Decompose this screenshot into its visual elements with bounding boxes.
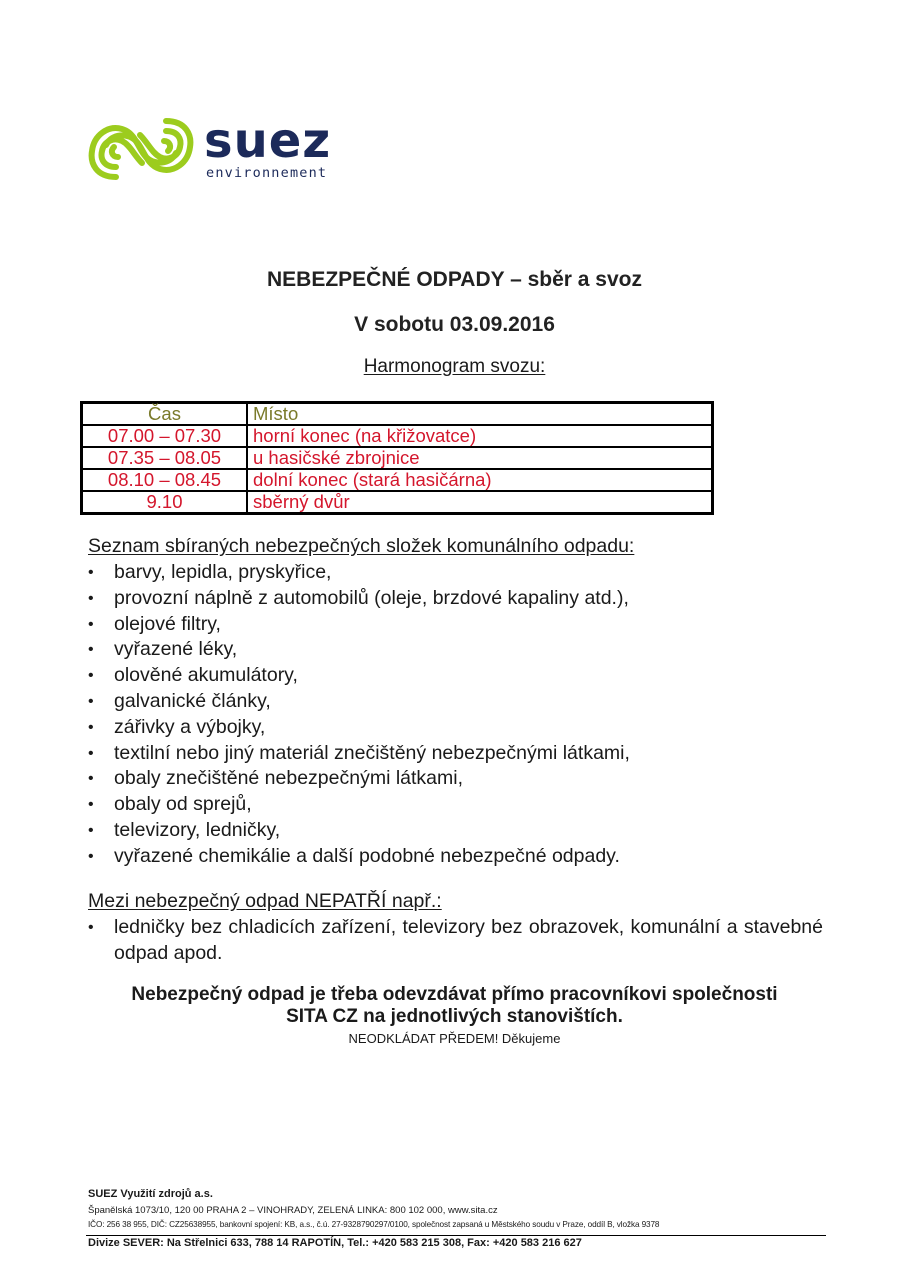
notice-line-2: SITA CZ na jednotlivých stanovištích. (286, 1006, 623, 1027)
column-header-place: Místo (247, 403, 713, 426)
cell-place: u hasičské zbrojnice (247, 447, 713, 469)
notice-text (0, 984, 909, 1028)
schedule-heading: Harmonogram svozu: (363, 356, 546, 377)
list-item: • obaly znečištěné nebezpečnými látkami, (88, 766, 630, 792)
excluded-list-heading: Mezi nebezpečný odpad NEPATŘÍ např.: (88, 890, 442, 912)
footer-company-name: SUEZ Využití zdrojů a.s. (88, 1188, 213, 1200)
table-header-row (82, 403, 713, 426)
table-row (82, 425, 713, 447)
list-item: • televizory, ledničky, (88, 818, 630, 844)
footer-address: Španělská 1073/10, 120 00 PRAHA 2 – VINOHRADY, ZELENÁ LINKA: 800 102 000, www.sita.cz (88, 1205, 498, 1216)
list-item: • barvy, lepidla, pryskyřice, (88, 560, 630, 586)
event-date: V sobotu 03.09.2016 (354, 313, 555, 336)
footer-divider (86, 1235, 826, 1236)
footer-registration-ids: IČO: 256 38 955, DIČ: CZ25638955, bankovní spojení: KB, a.s., č.ú. 27-9328790297/0100, společnost zapsaná u Městského soudu v Praze, oddíl B, vložka 9378 (88, 1220, 660, 1229)
collected-waste-list (88, 560, 630, 870)
swirl-logo-icon (86, 115, 196, 185)
cell-time: 9.10 (82, 491, 248, 514)
list-item: • olejové filtry, (88, 612, 630, 638)
list-item: • textilní nebo jiný materiál znečištěný nebezpečnými látkami, (88, 741, 630, 767)
notice-small-text: NEODKLÁDAT PŘEDEM! Děkujeme (348, 1031, 561, 1046)
list-item: • zářivky a výbojky, (88, 715, 630, 741)
collected-list-heading: Seznam sbíraných nebezpečných složek komunálního odpadu: (88, 535, 635, 557)
notice-line-1: Nebezpečný odpad je třeba odevzdávat přímo pracovníkovi společnosti (131, 984, 778, 1005)
cell-time: 07.35 – 08.05 (82, 447, 248, 469)
list-item: • galvanické články, (88, 689, 630, 715)
list-item: • vyřazené léky, (88, 637, 630, 663)
list-item: • vyřazené chemikálie a další podobné nebezpečné odpady. (88, 844, 630, 870)
cell-place: horní konec (na křižovatce) (247, 425, 713, 447)
list-item: • ledničky bez chladicích zařízení, televizory bez obrazovek, komunální a stavebné odpad apod. (88, 915, 823, 966)
cell-place: sběrný dvůr (247, 491, 713, 514)
list-item: • olověné akumulátory, (88, 663, 630, 689)
table-row (82, 469, 713, 491)
cell-time: 07.00 – 07.30 (82, 425, 248, 447)
cell-place: dolní konec (stará hasičárna) (247, 469, 713, 491)
table-row (82, 491, 713, 514)
table-row (82, 447, 713, 469)
cell-time: 08.10 – 08.45 (82, 469, 248, 491)
list-item: • provozní náplně z automobilů (oleje, brzdové kapaliny atd.), (88, 586, 630, 612)
logo-wordmark: suez (204, 113, 332, 169)
column-header-time: Čas (82, 403, 248, 426)
logo-tagline: environnement (206, 165, 328, 181)
footer-division-contact: Divize SEVER: Na Střelnici 633, 788 14 RAPOTÍN, Tel.: +420 583 215 308, Fax: +420 583 216 627 (88, 1237, 582, 1249)
list-item: • obaly od sprejů, (88, 792, 630, 818)
schedule-table (80, 401, 714, 515)
page-title: NEBEZPEČNÉ ODPADY – sběr a svoz (266, 268, 642, 291)
suez-logo (86, 115, 348, 185)
excluded-waste-list (88, 915, 823, 966)
